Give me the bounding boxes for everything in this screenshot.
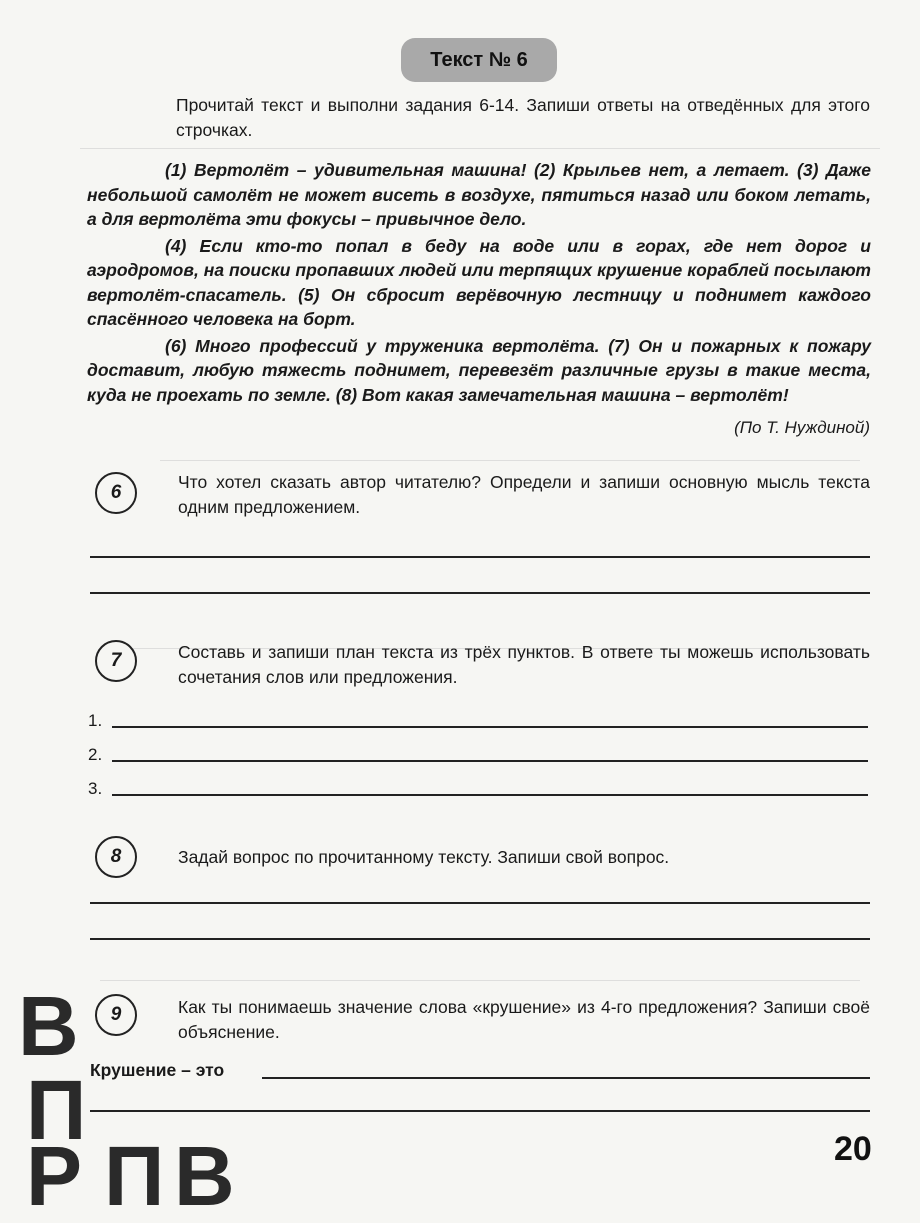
question-9-text: Как ты понимаешь значение слова «крушение» из 4-го предложения? Запиши своё объяснение.	[178, 997, 870, 1042]
plan-item-label: 2.	[88, 745, 103, 764]
definition-answer-line[interactable]	[262, 1077, 870, 1079]
logo-letter: П	[26, 1063, 87, 1157]
plan-answer-line[interactable]	[112, 726, 868, 728]
question-number: 8	[110, 846, 122, 867]
question-8-text: Задай вопрос по прочитанному тексту. Запиши свой вопрос.	[178, 847, 670, 867]
logo-letter: В	[18, 979, 79, 1073]
question-6-text: Что хотел сказать автор читателю? Определи и запиши основную мысль текста одним предложением.	[178, 472, 870, 517]
question-number: 6	[110, 482, 122, 503]
question-number: 9	[110, 1004, 122, 1025]
question-number-badge	[95, 472, 137, 514]
reading-passage	[87, 158, 871, 409]
text-title-badge	[401, 38, 557, 82]
passage-paragraph: (1) Вертолёт – удивительная машина! (2) Крыльев нет, а летает. (3) Даже небольшой самолёт не может висеть в воздухе, пятиться назад или боком летать, а для вертолёта эти фокусы – привычное дело.	[87, 160, 871, 229]
bleed-through-line	[80, 148, 880, 149]
instruction-text: Прочитай текст и выполни задания 6-14. Запиши ответы на отведённых для этого строчках.	[176, 95, 870, 140]
answer-line[interactable]	[90, 556, 870, 558]
logo-letter: В	[174, 1129, 235, 1223]
bleed-through-line	[100, 980, 860, 981]
definition-label: Крушение – это	[90, 1060, 225, 1080]
bleed-through-line	[160, 460, 860, 461]
plan-item-label: 3.	[88, 779, 103, 798]
question-7-text: Составь и запиши план текста из трёх пунктов. В ответе ты можешь использовать сочетания слов или предложения.	[178, 642, 870, 687]
passage-paragraph: (6) Много профессий у труженика вертолёта. (7) Он и пожарных к пожару доставит, любую тяжесть поднимет, перевезёт различные грузы в такие места, куда не проехать по земле. (8) Вот какая замечательная машина – вертолёт!	[87, 335, 871, 405]
page-number: 20	[834, 1130, 872, 1168]
logo-letter: П	[104, 1129, 165, 1223]
text-title: Текст № 6	[430, 48, 528, 71]
passage-paragraph: (4) Если кто-то попал в беду на воде или в горах, где нет дорог и аэродромов, на поиски пропавших людей или терпящих крушение кораблей посылают вертолёт-спасатель. (5) Он сбросит верёвочную лестницу и поднимет каждого спасённого человека на борт.	[87, 235, 871, 329]
question-number: 7	[110, 650, 122, 671]
answer-line[interactable]	[90, 902, 870, 904]
question-number-badge	[95, 640, 137, 682]
author-attribution: (По Т. Нуждиной)	[734, 418, 870, 437]
answer-line[interactable]	[90, 592, 870, 594]
question-number-badge	[95, 836, 137, 878]
plan-answer-line[interactable]	[112, 794, 868, 796]
question-number-badge	[95, 994, 137, 1036]
plan-item-label: 1.	[88, 711, 103, 730]
logo-letter: Р	[26, 1129, 83, 1223]
plan-answer-line[interactable]	[112, 760, 868, 762]
answer-line[interactable]	[90, 938, 870, 940]
answer-line[interactable]	[90, 1110, 870, 1112]
